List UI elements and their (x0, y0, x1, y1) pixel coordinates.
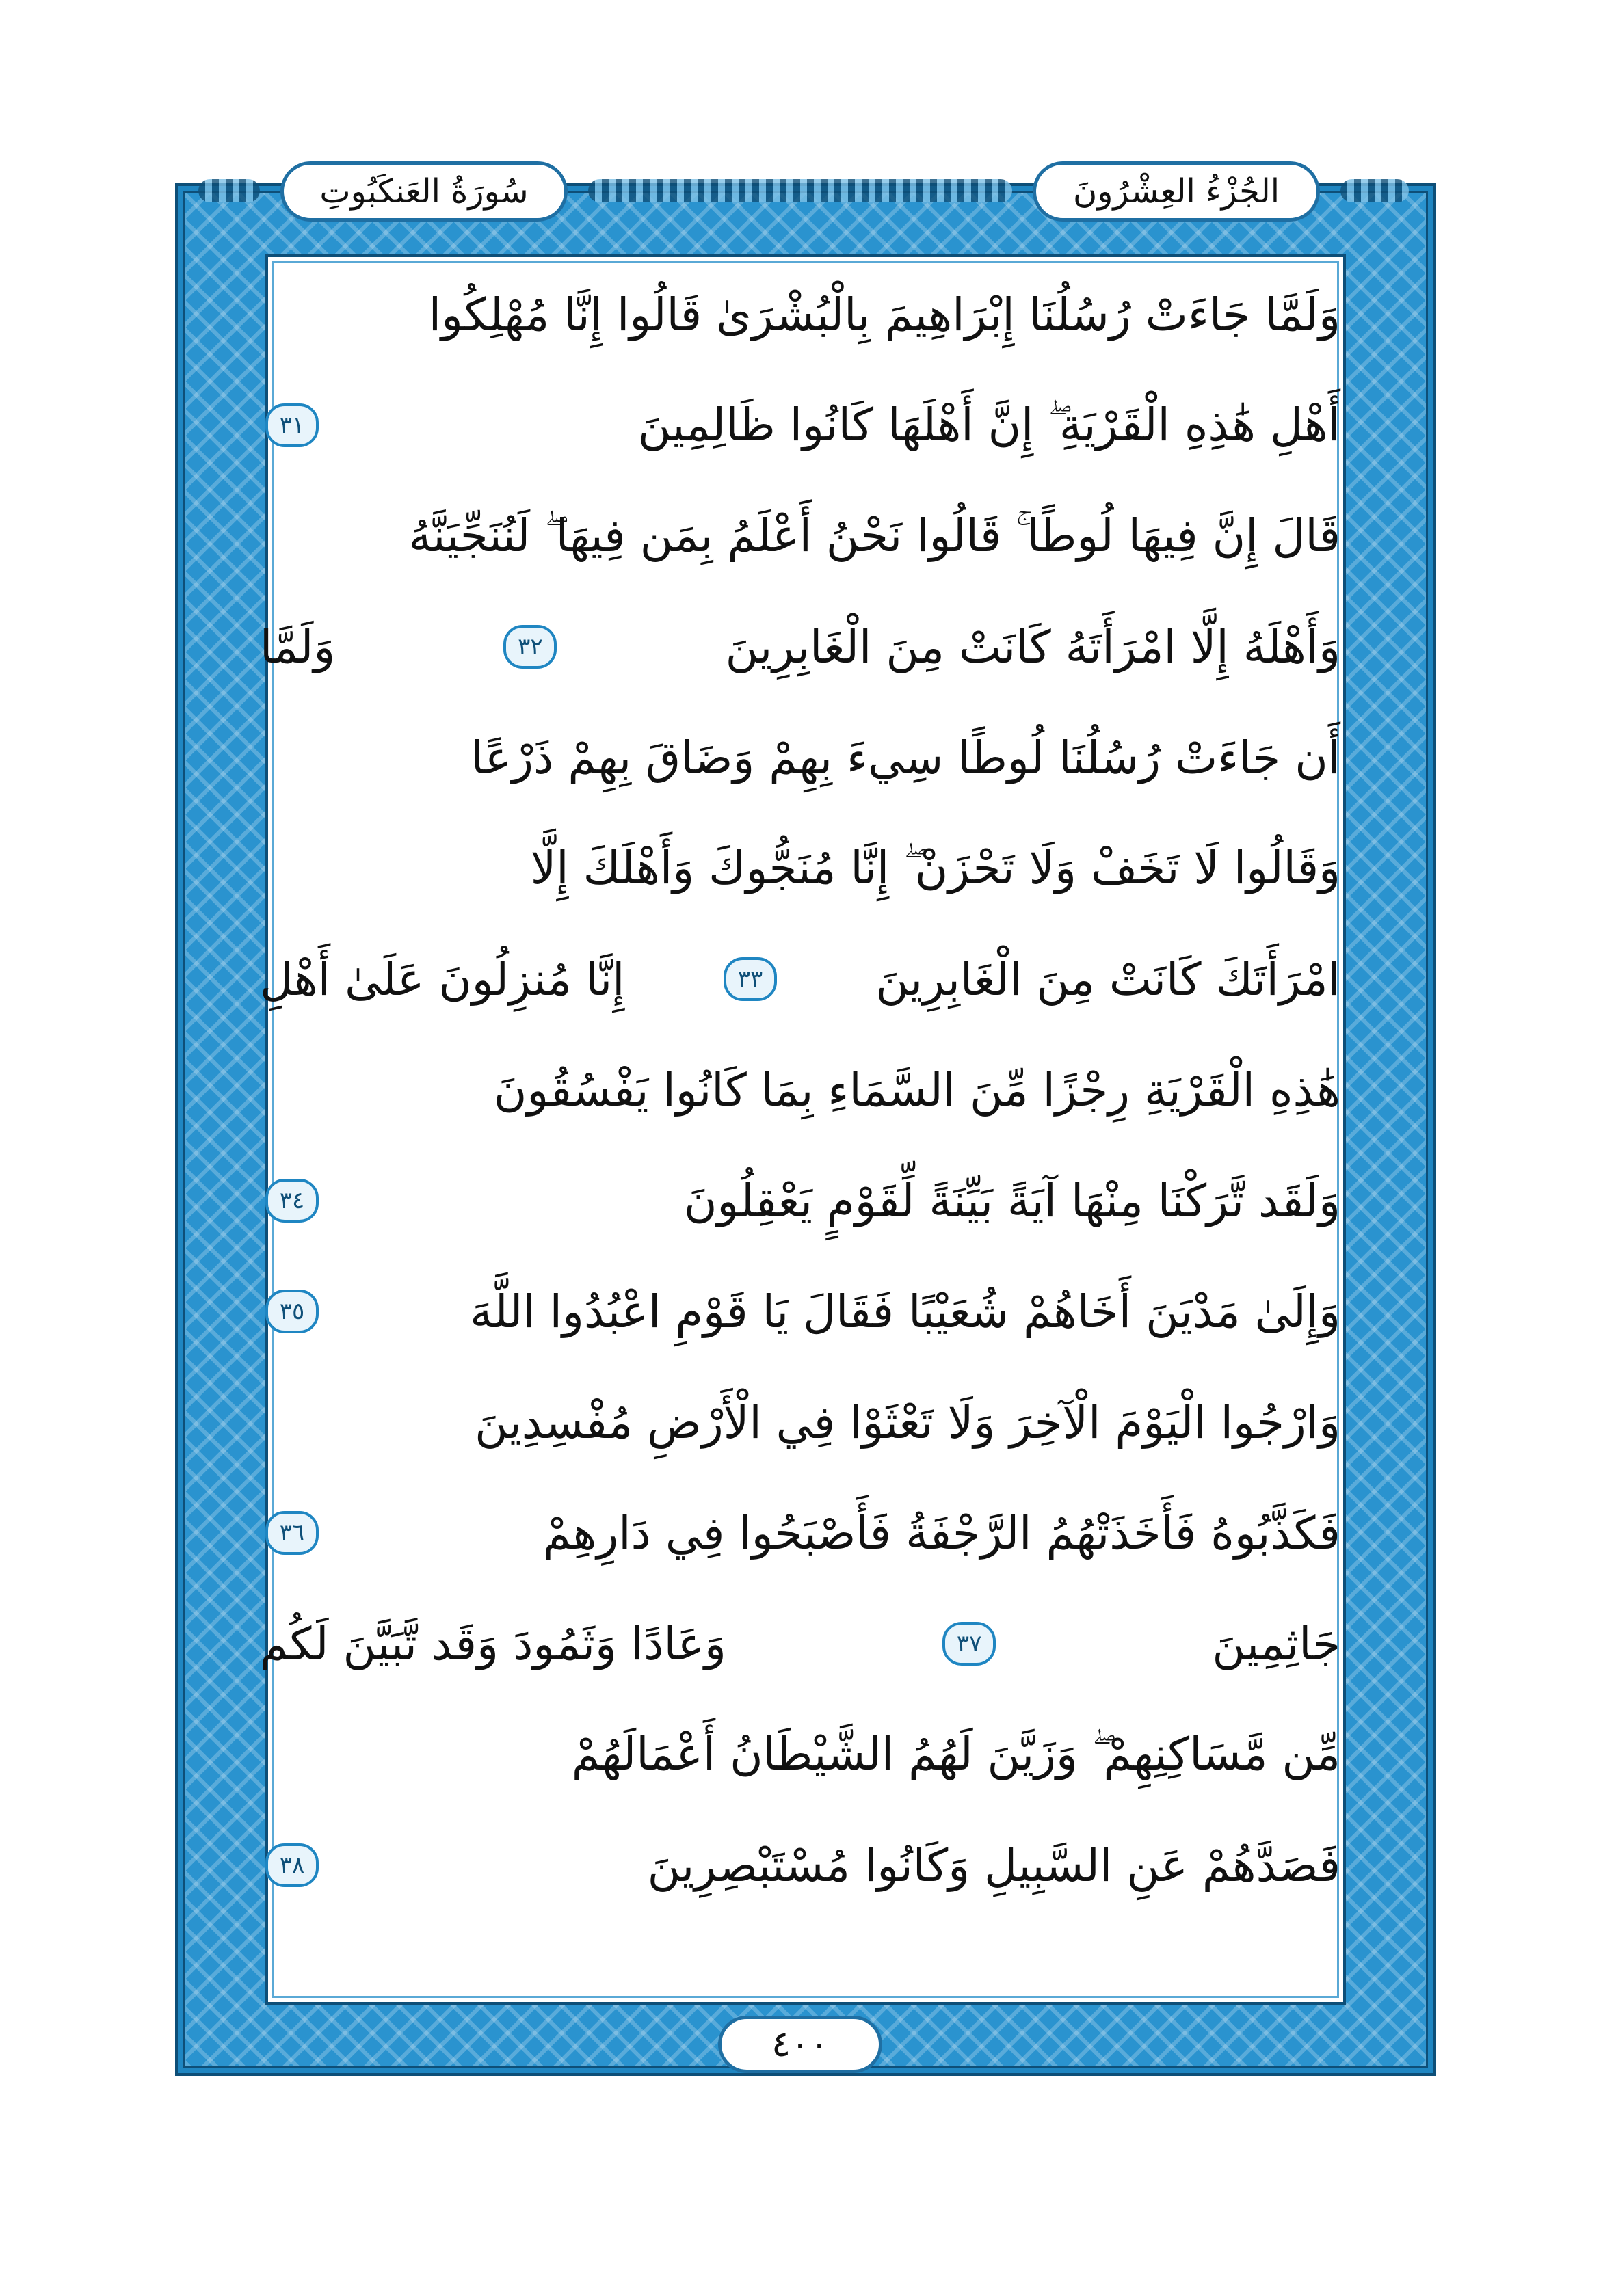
surah-title: سُورَةُ العَنكَبُوتِ (280, 161, 568, 222)
text-line (260, 1367, 1340, 1477)
ayah-number-marker: ٣١ (265, 403, 319, 447)
text-line (260, 481, 1340, 591)
text-line (260, 1146, 1340, 1255)
verse-text: أَن جَاءَتْ رُسُلُنَا لُوطًا سِيءَ بِهِمْ وَضَاقَ بِهِمْ ذَرْعًا (471, 731, 1340, 784)
ayah-number-marker: ٣٥ (265, 1290, 319, 1333)
verse-text-continued: إِنَّا مُنزِلُونَ عَلَىٰ أَهْلِ (260, 952, 625, 1006)
header-ornament (588, 179, 1012, 202)
verse-text: قَالَ إِنَّ فِيهَا لُوطًا ۚ قَالُوا نَحْنُ أَعْلَمُ بِمَن فِيهَا ۖ لَنُنَجِّيَنَّهُ (408, 509, 1340, 562)
ayah-number-marker: ٣٢ (503, 625, 557, 669)
verse-text: هَٰذِهِ الْقَرْيَةِ رِجْزًا مِّنَ السَّمَاءِ بِمَا كَانُوا يَفْسُقُونَ (493, 1063, 1340, 1117)
text-line (260, 260, 1340, 369)
header-ornament-left (198, 179, 260, 202)
text-line (260, 371, 1340, 480)
verse-text: وَلَقَد تَّرَكْنَا مِنْهَا آيَةً بَيِّنَةً لِّقَوْمٍ يَعْقِلُونَ (683, 1174, 1340, 1227)
text-line (260, 814, 1340, 923)
text-line (260, 703, 1340, 812)
verse-text-continued: وَعَادًا وَثَمُودَ وَقَد تَّبَيَّنَ لَكُم (260, 1617, 726, 1670)
text-line (260, 924, 1340, 1034)
ayah-number-marker: ٣٧ (942, 1622, 996, 1666)
text-line (260, 592, 1340, 702)
verse-text: وَلَمَّا جَاءَتْ رُسُلُنَا إِبْرَاهِيمَ بِالْبُشْرَىٰ قَالُوا إِنَّا مُهْلِكُوا (428, 288, 1340, 341)
verse-text: وَارْجُوا الْيَوْمَ الْآخِرَ وَلَا تَعْثَوْا فِي الْأَرْضِ مُفْسِدِينَ (475, 1396, 1340, 1449)
text-line (260, 1478, 1340, 1588)
ayah-number-marker: ٣٣ (724, 957, 777, 1001)
text-line (260, 1035, 1340, 1145)
verse-text-continued: وَلَمَّا (260, 620, 336, 673)
verse-text: أَهْلِ هَٰذِهِ الْقَرْيَةِ ۖ إِنَّ أَهْلَهَا كَانُوا ظَالِمِينَ (637, 398, 1340, 451)
verse-text: وَقَالُوا لَا تَخَفْ وَلَا تَحْزَنْ ۖ إِنَّا مُنَجُّوكَ وَأَهْلَكَ إِلَّا (530, 841, 1340, 894)
page-number: ٤٠٠ (718, 2016, 882, 2073)
text-line (260, 1257, 1340, 1366)
quran-text (260, 260, 1340, 1969)
verse-text: فَصَدَّهُمْ عَنِ السَّبِيلِ وَكَانُوا مُسْتَبْصِرِينَ (647, 1839, 1340, 1892)
text-line (260, 1811, 1340, 1920)
verse-text: مِّن مَّسَاكِنِهِمْ ۖ وَزَيَّنَ لَهُمُ الشَّيْطَانُ أَعْمَالَهُمْ (571, 1727, 1340, 1780)
verse-text: وَإِلَىٰ مَدْيَنَ أَخَاهُمْ شُعَيْبًا فَقَالَ يَا قَوْمِ اعْبُدُوا اللَّهَ (470, 1285, 1340, 1338)
juz-title: الجُزْءُ العِشْرُونَ (1033, 161, 1320, 222)
verse-text: امْرَأَتَكَ كَانَتْ مِنَ الْغَابِرِينَ (875, 952, 1340, 1006)
verse-text: فَكَذَّبُوهُ فَأَخَذَتْهُمُ الرَّجْفَةُ فَأَصْبَحُوا فِي دَارِهِمْ (542, 1506, 1340, 1560)
ayah-number-marker: ٣٤ (265, 1179, 319, 1223)
verse-text: جَاثِمِينَ (1212, 1617, 1340, 1670)
header-ornament-right (1340, 179, 1409, 202)
ayah-number-marker: ٣٦ (265, 1511, 319, 1555)
ayah-number-marker: ٣٨ (265, 1843, 319, 1887)
text-line (260, 1700, 1340, 1809)
verse-text: وَأَهْلَهُ إِلَّا امْرَأَتَهُ كَانَتْ مِنَ الْغَابِرِينَ (725, 620, 1340, 673)
text-line (260, 1589, 1340, 1698)
